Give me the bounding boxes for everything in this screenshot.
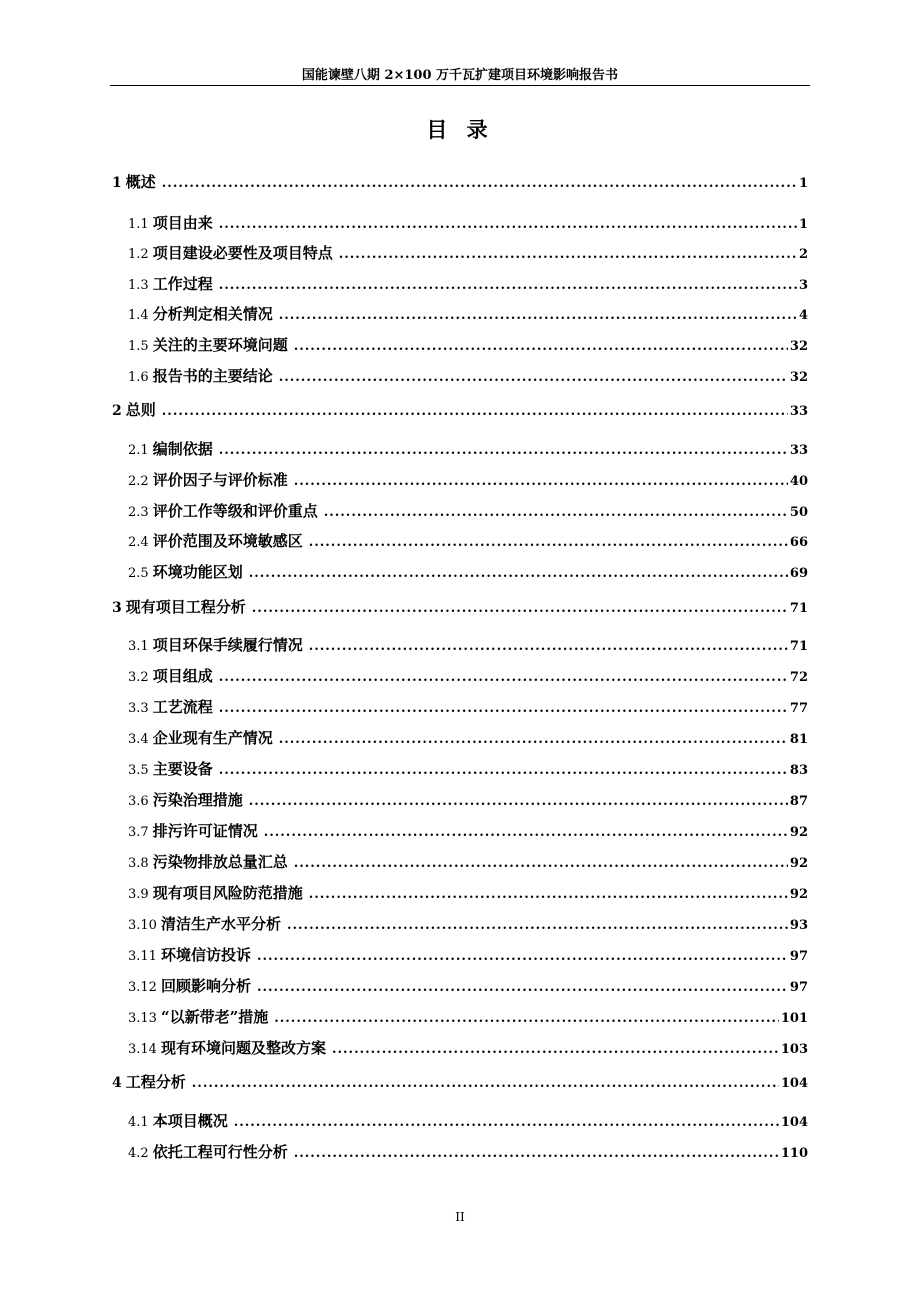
toc-entry-page: 2	[798, 247, 808, 262]
toc-entry-title: 关注的主要环境问题	[152, 336, 288, 354]
toc-entry-title: 企业现有生产情况	[152, 729, 273, 747]
toc-dot-leader	[219, 760, 788, 782]
toc-entry[interactable]	[128, 727, 808, 749]
toc-entry-page: 77	[789, 701, 808, 716]
toc-entry-number: 1.2	[128, 247, 149, 262]
toc-entry[interactable]	[128, 975, 808, 997]
toc-entry-title: 工艺流程	[152, 698, 213, 716]
toc-entry-page: 32	[789, 370, 808, 385]
toc-entry[interactable]	[128, 530, 808, 552]
toc-entry-page: 104	[780, 1115, 808, 1130]
toc-entry-title: 环境功能区划	[152, 563, 243, 581]
toc-dot-leader	[257, 977, 788, 999]
toc-entry[interactable]	[128, 500, 808, 522]
toc-entry[interactable]	[128, 665, 808, 687]
toc-entry-title: 现有环境问题及整改方案	[160, 1039, 326, 1057]
toc-entry-title: 回顾影响分析	[160, 977, 251, 995]
toc-entry-number: 3.5	[128, 763, 149, 778]
toc-entry-number: 1.5	[128, 339, 149, 354]
toc-entry-title: 工程分析	[125, 1073, 186, 1091]
toc-entry-number: 3.7	[128, 825, 149, 840]
toc-entry-page: 33	[789, 404, 808, 419]
toc-entry-title: 项目建设必要性及项目特点	[152, 244, 333, 262]
toc-entry-page: 71	[789, 639, 808, 654]
toc-dot-leader	[294, 853, 788, 875]
toc-entry[interactable]	[128, 438, 808, 460]
toc-entry-number: 2.4	[128, 535, 149, 550]
toc-entry[interactable]	[112, 1071, 808, 1093]
toc-entry-number: 4.1	[128, 1115, 149, 1130]
toc-entry-title: 概述	[125, 173, 156, 191]
toc-dot-leader	[279, 367, 788, 389]
toc-entry-title: 排污许可证情况	[152, 822, 258, 840]
toc-dot-leader	[257, 946, 788, 968]
toc-dot-leader	[274, 1008, 779, 1030]
toc-entry-number: 3.2	[128, 670, 149, 685]
toc-dot-leader	[219, 698, 788, 720]
toc-entry-title: 现有项目工程分析	[125, 598, 246, 616]
toc-dot-leader	[234, 1112, 779, 1134]
toc-entry-number: 1.3	[128, 278, 149, 293]
toc-entry-number: 3.14	[128, 1042, 157, 1057]
toc-entry[interactable]	[128, 1141, 808, 1163]
toc-entry-page: 101	[780, 1011, 808, 1026]
toc-dot-leader	[339, 244, 797, 266]
toc-entry-number: 1.4	[128, 308, 149, 323]
toc-entry-title: “以新带老”措施	[160, 1008, 269, 1026]
toc-entry-title: 项目组成	[152, 667, 213, 685]
toc-entry-title: 污染物排放总量汇总	[152, 853, 288, 871]
toc-entry-page: 40	[789, 474, 808, 489]
toc-dot-leader	[252, 598, 788, 620]
toc-entry-title: 评价工作等级和评价重点	[152, 502, 318, 520]
toc-entry-title: 项目由来	[152, 214, 213, 232]
toc-entry-page: 92	[789, 856, 808, 871]
toc-entry-number: 3.1	[128, 639, 149, 654]
toc-entry-title: 主要设备	[152, 760, 213, 778]
toc-entry-page: 69	[789, 566, 808, 581]
toc-entry[interactable]	[112, 596, 808, 618]
toc-entry[interactable]	[128, 1037, 808, 1059]
toc-entry-page: 104	[780, 1076, 808, 1091]
toc-dot-leader	[249, 563, 788, 585]
toc-entry-page: 87	[789, 794, 808, 809]
toc-entry-title: 本项目概况	[152, 1112, 228, 1130]
toc-entry-page: 71	[789, 601, 808, 616]
toc-entry[interactable]	[128, 634, 808, 656]
toc-entry-number: 1.6	[128, 370, 149, 385]
toc-dot-leader	[309, 636, 788, 658]
toc-entry-page: 66	[789, 535, 808, 550]
toc-dot-leader	[332, 1039, 779, 1061]
toc-entry[interactable]	[128, 469, 808, 491]
toc-dot-leader	[264, 822, 788, 844]
toc-entry[interactable]	[128, 851, 808, 873]
toc-dot-leader	[219, 667, 788, 689]
toc-dot-leader	[162, 401, 788, 423]
toc-entry-number: 1	[112, 175, 122, 191]
toc-entry[interactable]	[128, 242, 808, 264]
toc-dot-leader	[162, 173, 797, 195]
toc-entry[interactable]	[128, 334, 808, 356]
toc-entry-title: 评价因子与评价标准	[152, 471, 288, 489]
toc-entry-page: 103	[780, 1042, 808, 1057]
toc-entry-page: 81	[789, 732, 808, 747]
toc-entry[interactable]	[112, 399, 808, 421]
toc-entry-title: 工作过程	[152, 275, 213, 293]
toc-entry-number: 3.8	[128, 856, 149, 871]
toc-dot-leader	[287, 915, 788, 937]
toc-entry-number: 3.4	[128, 732, 149, 747]
toc-entry-number: 3.3	[128, 701, 149, 716]
toc-entry-number: 2.2	[128, 474, 149, 489]
toc-entry-page: 33	[789, 443, 808, 458]
toc-dot-leader	[192, 1073, 779, 1095]
toc-entry-page: 72	[789, 670, 808, 685]
toc-dot-leader	[324, 502, 788, 524]
toc-entry-page: 97	[789, 949, 808, 964]
toc-entry-number: 1.1	[128, 217, 149, 232]
toc-entry-title: 报告书的主要结论	[152, 367, 273, 385]
toc-entry[interactable]	[128, 913, 808, 935]
toc-entry[interactable]	[128, 944, 808, 966]
toc-entry-page: 93	[789, 918, 808, 933]
toc-dot-leader	[294, 1143, 779, 1165]
toc-entry-page: 92	[789, 825, 808, 840]
toc-dot-leader	[294, 471, 788, 493]
toc-entry-number: 2	[112, 403, 122, 419]
toc-entry-number: 4	[112, 1075, 122, 1091]
toc-entry[interactable]	[128, 1110, 808, 1132]
toc-title: 目 录	[426, 117, 494, 142]
toc-entry-title: 分析判定相关情况	[152, 305, 273, 323]
toc-dot-leader	[294, 336, 788, 358]
toc-entry-title: 依托工程可行性分析	[152, 1143, 288, 1161]
toc-entry-title: 项目环保手续履行情况	[152, 636, 303, 654]
toc-entry-page: 32	[789, 339, 808, 354]
toc-entry[interactable]	[128, 365, 808, 387]
toc-entry[interactable]	[128, 882, 808, 904]
toc-entry[interactable]	[128, 1006, 808, 1028]
toc-entry[interactable]	[128, 789, 808, 811]
toc-entry-title: 编制依据	[152, 440, 213, 458]
toc-entry[interactable]	[128, 561, 808, 583]
toc-dot-leader	[309, 532, 788, 554]
toc-dot-leader	[279, 729, 788, 751]
toc-entry-page: 97	[789, 980, 808, 995]
toc-entry[interactable]	[128, 696, 808, 718]
toc-dot-leader	[219, 275, 797, 297]
toc-entry-page: 3	[798, 278, 808, 293]
toc-dot-leader	[249, 791, 788, 813]
toc-entry-number: 2.3	[128, 505, 149, 520]
toc-dot-leader	[219, 214, 797, 236]
toc-entry-title: 清洁生产水平分析	[160, 915, 281, 933]
toc-entry-number: 2.1	[128, 443, 149, 458]
toc-entry-page: 1	[798, 176, 808, 191]
toc-entry-page: 4	[798, 308, 808, 323]
toc-entry-title: 环境信访投诉	[160, 946, 251, 964]
toc-entry-number: 3.6	[128, 794, 149, 809]
toc-entry-number: 3.11	[128, 949, 157, 964]
toc-entry-number: 4.2	[128, 1146, 149, 1161]
toc-entry[interactable]	[128, 758, 808, 780]
toc-entry-title: 污染治理措施	[152, 791, 243, 809]
toc-entry-number: 3.9	[128, 887, 149, 902]
toc-entry-number: 2.5	[128, 566, 149, 581]
toc-entry-number: 3.13	[128, 1011, 157, 1026]
toc-dot-leader	[279, 305, 797, 327]
toc-entry-title: 评价范围及环境敏感区	[152, 532, 303, 550]
toc-entry-number: 3.10	[128, 918, 157, 933]
toc-dot-leader	[219, 440, 788, 462]
toc-entry-number: 3.12	[128, 980, 157, 995]
page-number: II	[455, 1210, 465, 1224]
toc-entry-title: 现有项目风险防范措施	[152, 884, 303, 902]
toc-entry-page: 83	[789, 763, 808, 778]
toc-entry-page: 50	[789, 505, 808, 520]
toc-entry[interactable]	[128, 303, 808, 325]
toc-entry-page: 1	[798, 217, 808, 232]
toc-entry[interactable]	[128, 820, 808, 842]
toc-entry-title: 总则	[125, 401, 156, 419]
toc-entry[interactable]	[128, 212, 808, 234]
toc-entry-number: 3	[112, 600, 122, 616]
toc-entry-page: 92	[789, 887, 808, 902]
page-header: 国能谏壁八期 2×100 万千瓦扩建项目环境影响报告书	[301, 68, 619, 83]
toc-dot-leader	[309, 884, 788, 906]
toc-entry[interactable]	[128, 273, 808, 295]
toc-entry-page: 110	[780, 1146, 808, 1161]
toc-entry[interactable]	[112, 171, 808, 193]
